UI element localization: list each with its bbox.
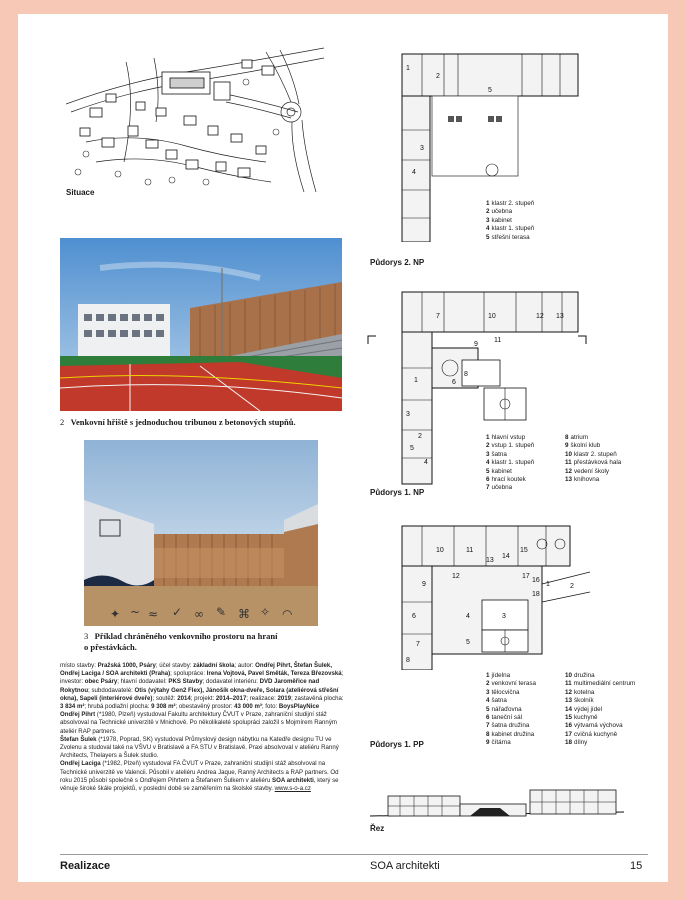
- credits-text-run: ; hrubá podlažní plocha:: [84, 703, 152, 711]
- legend-item: [486, 451, 534, 459]
- legend-text: kotelna: [574, 688, 595, 696]
- legend-text: tělocvična: [491, 688, 520, 696]
- legend-number: 5: [486, 233, 490, 241]
- floor2-caption: Půdorys 2. NP: [370, 258, 425, 267]
- floor1-plan-lines: [366, 288, 588, 488]
- credits-text-run: ; hlavní dodavatel:: [117, 678, 169, 686]
- legend-text: šatna: [491, 450, 507, 458]
- credits-text-run: ; projekt:: [190, 694, 216, 702]
- plan-room-number: 4: [424, 459, 428, 466]
- photo1-caption-text: Venkovní hřiště s jednoduchou tribunou z betonových stupňů.: [70, 417, 296, 427]
- plan-room-number: 6: [452, 379, 456, 386]
- legend-item: [565, 451, 621, 459]
- credits-block: [60, 662, 344, 793]
- legend-item: [565, 706, 635, 714]
- credits-text-run: (*1978, Poprad, SK) vystudoval Průmyslový design nábytku na Katedře designu TU ve Zvolenu a studoval také na VŠVU v Bratislavě a FA STU v Bratislavě. Praxi absolvoval v ateliéru Ranný Architects, Thelayers a Šulek studio.: [60, 735, 339, 760]
- credits-text-run: 2014: [177, 694, 191, 702]
- legend-text: knihovna: [574, 476, 600, 484]
- credits-project-info: [60, 662, 344, 711]
- legend-item: [486, 484, 534, 492]
- legend-number: 6: [486, 714, 490, 722]
- legend-item: [565, 680, 635, 688]
- legend-text: kabinet: [491, 216, 512, 224]
- legend-number: 4: [486, 697, 490, 705]
- plan-room-number: 12: [536, 313, 544, 320]
- site-plan-lines: [66, 42, 324, 192]
- legend-item: [565, 697, 635, 705]
- legend-number: 7: [486, 722, 490, 730]
- legend-text: kabinet: [491, 467, 512, 475]
- legend-item: [486, 672, 536, 680]
- legend-item: [486, 697, 536, 705]
- footer-section-name: Realizace: [60, 860, 111, 872]
- legend-item: [486, 234, 534, 242]
- plan-room-number: 2: [418, 433, 422, 440]
- svg-text:~: ~: [130, 605, 141, 619]
- section-caption: Řez: [370, 824, 385, 833]
- legend-text: atrium: [570, 434, 589, 441]
- plan-room-number: 3: [420, 145, 424, 152]
- svg-text:∞: ∞: [194, 607, 204, 621]
- magazine-page: [18, 14, 668, 882]
- plan-room-number: 15: [520, 547, 528, 554]
- legend-number: 10: [565, 672, 573, 679]
- photo1-number: 2: [60, 417, 65, 427]
- footer-article-title: SOA architekti: [370, 860, 440, 872]
- legend-item: [565, 689, 635, 697]
- legend-item: [486, 200, 534, 208]
- legend-number: 11: [565, 459, 572, 467]
- plan-room-number: 3: [502, 613, 506, 620]
- legend-text: výdej jídel: [574, 705, 603, 713]
- credits-text-run: obec Psáry: [84, 678, 118, 686]
- floor1-legend-left: [486, 434, 534, 493]
- plan-room-number: 1: [406, 65, 410, 72]
- plan-room-number: 9: [474, 341, 478, 348]
- credits-text-run: ; subdodavatelé:: [88, 686, 135, 694]
- legend-number: 15: [565, 714, 573, 722]
- svg-text:✧: ✧: [260, 605, 271, 619]
- legend-text: školník: [574, 697, 594, 705]
- plan-room-number: 8: [464, 371, 468, 378]
- legend-item: [486, 714, 536, 722]
- legend-number: 1: [486, 434, 490, 441]
- legend-item: [486, 689, 536, 697]
- credits-text-run[interactable]: www.s-o-a.cz: [274, 785, 311, 793]
- legend-text: klastr 1. stupeň: [491, 459, 535, 467]
- legend-item: [486, 434, 534, 442]
- legend-text: taneční sál: [491, 714, 522, 722]
- credits-bio-sulek: [60, 736, 344, 761]
- plan-room-number: 9: [422, 581, 426, 588]
- credits-text-run: (*1982, Plzeň) vystudoval FA ČVUT v Praze, zahraniční studijní stáž absolvoval na Technické univerzitě ve Valencii. Působil v ateliéru Andrea Jaque, Ranný Architects a RAP partners. Od roku 2015 působí společně s Ondřejem Pihrtem a Štefanem Šulkem v ateliéru: [60, 760, 339, 784]
- plan-room-number: 2: [570, 583, 574, 590]
- legend-number: 18: [565, 739, 573, 747]
- credits-text-run: ; spolupráce:: [170, 670, 207, 678]
- legend-number: 5: [486, 705, 490, 713]
- photo-courtyard-image: [84, 440, 318, 626]
- credits-text-run: ; realizace:: [246, 694, 278, 702]
- credits-text-run: Štefan Šulek: [60, 735, 97, 743]
- floor1-legend-right: [565, 434, 621, 484]
- legend-item: [565, 476, 621, 484]
- legend-item: [486, 468, 534, 476]
- plan-room-number: 4: [412, 169, 416, 176]
- legend-text: učebna: [491, 208, 513, 216]
- plan-room-number: 17: [522, 573, 530, 580]
- photo-sports-field-image: [60, 238, 342, 411]
- credits-text-run: 43 000 m³: [234, 703, 262, 711]
- credits-bio-pihrt: [60, 711, 344, 736]
- legend-number: 1: [486, 672, 490, 679]
- photo2-number: 3: [84, 631, 89, 641]
- legend-number: 9: [486, 739, 490, 747]
- legend-text: nářaďovna: [491, 705, 522, 713]
- legend-item: [486, 722, 536, 730]
- credits-text-run: Irena Vojtová, Pavel Směták, Tereza Březovská: [206, 670, 342, 678]
- legend-number: 14: [565, 705, 573, 713]
- legend-number: 12: [565, 467, 573, 475]
- legend-text: šatna družina: [491, 722, 530, 730]
- credits-text-run: ; dodavatel interiéru:: [202, 678, 260, 686]
- legend-item: [565, 722, 635, 730]
- plan-room-number: 3: [406, 411, 410, 418]
- legend-text: venkovní terasa: [491, 680, 536, 688]
- legend-item: [565, 731, 635, 739]
- credits-text-run: Ondřej Pihrt, Štefan Šulek, Ondřej Laciga / SOA architekti (Praha): [60, 662, 333, 678]
- credits-text-run: Ondřej Pihrt: [60, 711, 96, 719]
- basement-legend-left: [486, 672, 536, 748]
- plan-room-number: 1: [414, 377, 418, 384]
- legend-text: kuchyně: [574, 714, 598, 722]
- section-lines: [370, 786, 624, 824]
- legend-number: 4: [486, 459, 490, 467]
- plan-room-number: 10: [436, 547, 444, 554]
- legend-text: hlavní vstup: [491, 434, 526, 441]
- legend-text: učebna: [491, 484, 513, 492]
- legend-number: 8: [486, 730, 490, 738]
- plan-room-number: 16: [532, 577, 540, 584]
- legend-text: čítárna: [491, 739, 511, 747]
- legend-number: 5: [486, 467, 490, 475]
- legend-item: [486, 208, 534, 216]
- legend-number: 12: [565, 688, 573, 696]
- credits-text-run: 2019: [277, 694, 292, 702]
- basement-legend-right: [565, 672, 635, 748]
- plan-room-number: 13: [486, 557, 494, 564]
- legend-number: 3: [486, 688, 490, 696]
- credits-text-run: Ondřej Laciga: [60, 760, 101, 768]
- legend-number: 4: [486, 225, 490, 233]
- credits-text-run: místo stavby:: [60, 662, 98, 669]
- legend-item: [486, 706, 536, 714]
- legend-number: 1: [486, 200, 490, 207]
- photo2-caption-line1: Příklad chráněného venkovního prostoru na hraní: [94, 631, 278, 641]
- legend-number: 2: [486, 442, 490, 450]
- legend-item: [486, 739, 536, 747]
- legend-text: šatna: [491, 697, 507, 705]
- plan-room-number: 18: [532, 591, 540, 598]
- photo1-caption: [60, 417, 342, 428]
- credits-text-run: PKS Stavby: [168, 678, 203, 686]
- legend-item: [486, 225, 534, 233]
- legend-number: 6: [486, 476, 490, 484]
- legend-text: přestávková hala: [573, 459, 622, 467]
- credits-text-run: ; investor:: [60, 670, 344, 686]
- basement-plan-lines: [382, 522, 590, 670]
- svg-text:✦: ✦: [110, 607, 121, 621]
- plan-room-number: 8: [406, 657, 410, 664]
- credits-text-run: 9 308 m²: [151, 703, 176, 711]
- legend-number: 2: [486, 208, 490, 216]
- legend-number: 13: [565, 697, 573, 705]
- legend-text: jídelna: [491, 672, 511, 679]
- svg-text:✓: ✓: [172, 605, 183, 619]
- site-plan-drawing: [66, 42, 324, 192]
- legend-number: 11: [565, 680, 572, 688]
- footer-page-number: 15: [630, 860, 643, 872]
- legend-text: střešní terasa: [491, 233, 530, 241]
- legend-item: [486, 442, 534, 450]
- plan-room-number: 5: [488, 87, 492, 94]
- plan-room-number: 1: [546, 581, 550, 588]
- site-plan-caption: Situace: [66, 188, 95, 197]
- legend-text: výtvarná výchova: [574, 722, 623, 730]
- credits-text-run: ; zastavěná plocha:: [291, 694, 344, 702]
- photo-sports-field: [60, 238, 342, 411]
- footer-rule: [60, 854, 648, 855]
- legend-number: 2: [486, 680, 490, 688]
- credits-text-run: ; foto:: [261, 703, 279, 711]
- legend-text: cvičná kuchyně: [574, 730, 618, 738]
- photo2-caption-line2: o přestávkách.: [84, 641, 137, 652]
- plan-room-number: 13: [556, 313, 564, 320]
- credits-text-run: ; účel stavby:: [155, 662, 194, 669]
- credits-text-run: 3 834 m²: [60, 703, 85, 711]
- legend-item: [486, 476, 534, 484]
- svg-text:◠: ◠: [282, 607, 293, 621]
- photo2-caption: [84, 631, 324, 652]
- legend-text: vstup 1. stupeň: [491, 442, 535, 450]
- legend-item: [565, 672, 635, 680]
- floor2-legend: [486, 200, 534, 242]
- legend-item: [486, 459, 534, 467]
- credits-text-run: Otis (výtahy Gen2 Flex), Jánošík okna-dveře, Solara (ateliérová střešní okna), Sapeli (interiérové dveře): [60, 686, 339, 702]
- legend-text: školní klub: [570, 442, 601, 450]
- legend-number: 7: [486, 484, 490, 492]
- svg-text:≈: ≈: [148, 607, 159, 621]
- credits-text-run: základní škola: [193, 662, 235, 669]
- legend-item: [565, 442, 621, 450]
- legend-text: družina: [574, 672, 595, 679]
- legend-item: [565, 714, 635, 722]
- legend-text: kabinet družina: [491, 730, 535, 738]
- legend-number: 3: [486, 450, 490, 458]
- legend-item: [486, 731, 536, 739]
- floor1-plan-drawing: [366, 288, 588, 488]
- legend-text: dílny: [574, 739, 588, 747]
- legend-number: 16: [565, 722, 573, 730]
- credits-text-run: SOA architekti: [272, 776, 314, 784]
- legend-item: [486, 680, 536, 688]
- credits-text-run: ; obestavěný prostor:: [175, 703, 235, 711]
- legend-text: klastr 2. stupeň: [491, 200, 535, 207]
- credits-text-run: (*1980, Plzeň) vystudoval Fakultu architektury ČVUT v Praze, zahraniční studijní stáž absolvoval na Technické univerzitě v Mnichově. Po několikaleté spolupráci založil s Mojmírem Ranným ateliér RAP partners.: [60, 711, 337, 735]
- legend-number: 13: [565, 476, 573, 484]
- basement-plan-drawing: [382, 522, 590, 670]
- legend-item: [565, 459, 621, 467]
- plan-room-number: 2: [436, 73, 440, 80]
- credits-text-run: ; autor:: [234, 662, 256, 669]
- plan-room-number: 12: [452, 573, 460, 580]
- plan-room-number: 10: [488, 313, 496, 320]
- plan-room-number: 11: [466, 547, 474, 554]
- legend-number: 3: [486, 216, 490, 224]
- credits-text-run: BoysPlayNice: [278, 703, 320, 711]
- legend-text: klastr 2. stupeň: [574, 450, 617, 458]
- plan-room-number: 7: [416, 641, 420, 648]
- legend-text: multimediální centrum: [573, 680, 636, 688]
- basement-caption: Půdorys 1. PP: [370, 740, 424, 749]
- legend-item: [565, 739, 635, 747]
- plan-room-number: 6: [412, 613, 416, 620]
- legend-number: 9: [565, 442, 569, 450]
- legend-text: hrací koutek: [491, 476, 526, 484]
- legend-item: [486, 217, 534, 225]
- legend-number: 17: [565, 730, 573, 738]
- floor1-caption: Půdorys 1. NP: [370, 488, 425, 497]
- legend-item: [565, 468, 621, 476]
- plan-room-number: 14: [502, 553, 510, 560]
- legend-text: klastr 1. stupeň: [491, 225, 535, 233]
- svg-text:⌘: ⌘: [238, 607, 250, 621]
- plan-room-number: 5: [466, 639, 470, 646]
- plan-room-number: 11: [494, 337, 502, 344]
- credits-text-run: DVD Jaroměřice nad Rokytnou: [60, 678, 320, 694]
- credits-text-run: , který se věnuje široké škále projektů, v poslední době se zaměřením na školské stavby.: [60, 776, 339, 793]
- legend-number: 8: [565, 434, 569, 441]
- legend-item: [565, 434, 621, 442]
- credits-bio-laciga: [60, 760, 344, 793]
- section-drawing: [370, 786, 624, 824]
- credits-text-run: 2014–2017: [215, 694, 247, 702]
- credits-text-run: ; soutěž:: [152, 694, 178, 702]
- plan-room-number: 7: [436, 313, 440, 320]
- credits-text-run: Pražská 1000, Psáry: [97, 662, 156, 669]
- legend-number: 10: [565, 450, 573, 458]
- plan-room-number: 5: [410, 445, 414, 452]
- plan-room-number: 4: [466, 613, 470, 620]
- photo-courtyard: [84, 440, 318, 626]
- legend-text: vedení školy: [574, 467, 610, 475]
- svg-text:✎: ✎: [216, 605, 227, 619]
